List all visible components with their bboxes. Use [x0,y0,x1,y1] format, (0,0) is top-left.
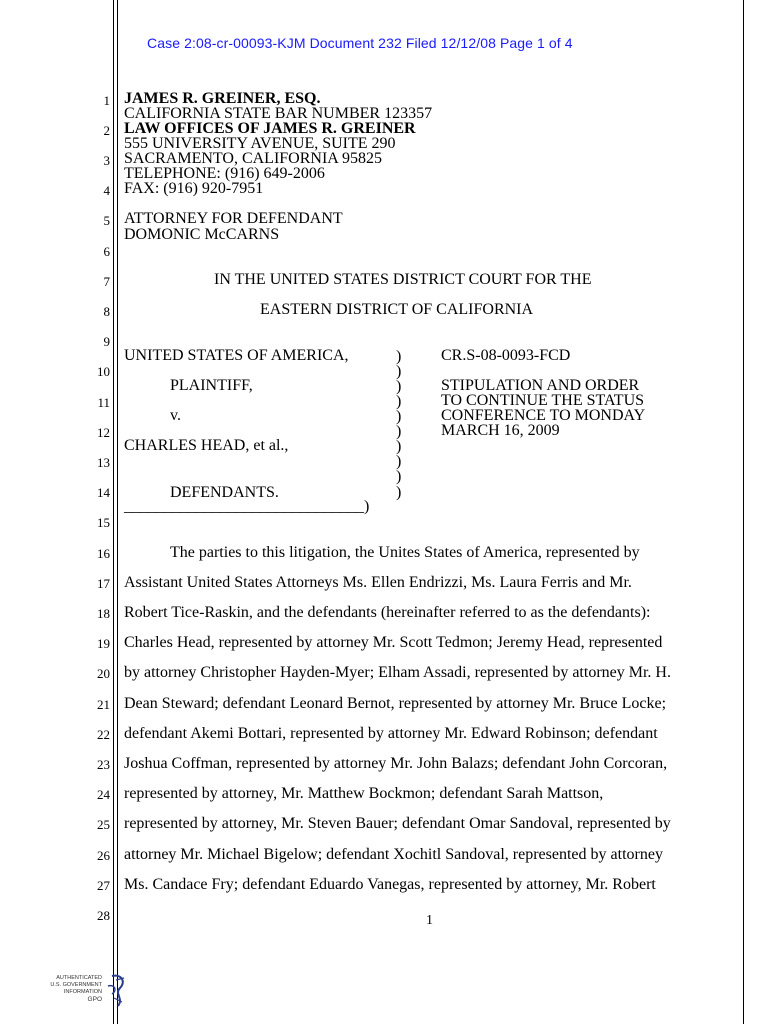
body-line: represented by attorney, Mr. Steven Bauer; defendant Omar Sandoval, represented by [124,815,671,832]
line-number: 28 [97,908,110,923]
page-number: 1 [426,913,433,928]
line-number: 27 [97,878,110,893]
body-line: attorney Mr. Michael Bigelow; defendant Xochitl Sandoval, represented by attorney [124,846,663,863]
plaintiff-label: PLAINTIFF, [170,377,253,394]
line-number: 10 [97,364,110,379]
line-number: 8 [103,304,110,319]
line-number: 3 [103,153,110,168]
caption-paren: ) [396,378,402,395]
attorney-name: JAMES R. GREINER, ESQ. [124,90,321,107]
document-title-line-4: MARCH 16, 2009 [441,422,560,439]
body-line: Charles Head, represented by attorney Mr. Scott Tedmon; Jeremy Head, represented [124,634,663,651]
line-number: 26 [97,848,110,863]
caption-paren: ) [396,363,402,380]
body-line: Dean Steward; defendant Leonard Bernot, represented by attorney Mr. Bruce Locke; [124,695,667,712]
body-line: defendant Akemi Bottari, represented by attorney Mr. Edward Robinson; defendant [124,725,658,742]
line-number: 24 [97,787,110,802]
body-line: Robert Tice-Raskin, and the defendants (hereinafter referred to as the defendants): [124,604,651,621]
seal-text-line-4: GPO [87,996,102,1003]
defendant-name: CHARLES HEAD, et al., [124,437,289,454]
caption-paren: ) [396,453,402,470]
line-number: 17 [97,576,110,591]
line-number: 16 [97,546,110,561]
seal-text-line-2: U.S. GOVERNMENT [50,982,102,988]
caption-paren: ) [396,484,402,501]
document-title-line-1: STIPULATION AND ORDER [441,377,640,394]
case-number: CR.S-08-0093-FCD [441,347,571,364]
body-line: represented by attorney, Mr. Matthew Bockmon; defendant Sarah Mattson, [124,785,604,802]
line-number: 20 [97,666,110,681]
caption-underline: ______________________________) [124,498,370,515]
line-number: 18 [97,606,110,621]
case-header: Case 2:08-cr-00093-KJM Document 232 Filed 12/12/08 Page 1 of 4 [147,35,573,51]
line-number: 11 [97,395,110,410]
eagle-emblem-icon [102,972,132,1012]
document-title-line-3: CONFERENCE TO MONDAY [441,407,646,424]
line-number: 9 [103,334,110,349]
court-heading-line-1: IN THE UNITED STATES DISTRICT COURT FOR THE [214,271,592,288]
law-firm-name: LAW OFFICES OF JAMES R. GREINER [124,120,416,137]
body-line: The parties to this litigation, the Unites States of America, represented by [170,544,640,561]
body-line: by attorney Christopher Hayden-Myer; Elham Assadi, represented by attorney Mr. H. [124,664,671,681]
line-number: 25 [97,817,110,832]
line-number: 14 [97,485,110,500]
left-margin-rule-1 [113,0,114,1024]
line-number: 4 [103,183,110,198]
attorney-bar-number: CALIFORNIA STATE BAR NUMBER 123357 [124,105,433,122]
caption-paren: ) [396,438,402,455]
line-number: 1 [103,93,110,108]
line-number: 22 [97,727,110,742]
line-number: 6 [103,244,110,259]
caption-paren: ) [396,423,402,440]
line-number: 12 [97,425,110,440]
defendant-label: DEFENDANTS. [170,484,279,501]
body-line: Ms. Candace Fry; defendant Eduardo Vanegas, represented by attorney, Mr. Robert [124,876,656,893]
caption-paren: ) [396,348,402,365]
attorney-address-line-1: 555 UNIVERSITY AVENUE, SUITE 290 [124,135,396,152]
attorney-role-line-1: ATTORNEY FOR DEFENDANT [124,210,343,227]
attorney-telephone: TELEPHONE: (916) 649-2006 [124,165,325,182]
body-line: Joshua Coffman, represented by attorney Mr. John Balazs; defendant John Corcoran, [124,755,668,772]
attorney-fax: FAX: (916) 920-7951 [124,180,264,197]
line-number: 13 [97,455,110,470]
line-number: 5 [103,213,110,228]
caption-paren: ) [396,468,402,485]
left-margin-rule-2 [117,0,118,1024]
gpo-authentication-seal [44,972,134,1016]
plaintiff-name: UNITED STATES OF AMERICA, [124,347,349,364]
attorney-address-line-2: SACRAMENTO, CALIFORNIA 95825 [124,150,382,167]
line-number: 19 [97,636,110,651]
document-title-line-2: TO CONTINUE THE STATUS [441,392,645,409]
line-number: 23 [97,757,110,772]
right-margin-rule [743,0,744,1024]
caption-paren: ) [396,408,402,425]
body-line: Assistant United States Attorneys Ms. Ellen Endrizzi, Ms. Laura Ferris and Mr. [124,574,632,591]
court-heading-line-2: EASTERN DISTRICT OF CALIFORNIA [260,301,534,318]
attorney-role-line-2: DOMONIC McCARNS [124,226,280,243]
versus-label: v. [170,407,181,424]
line-number: 21 [97,697,110,712]
caption-paren: ) [396,393,402,410]
line-number: 7 [103,274,110,289]
seal-text-line-1: AUTHENTICATED [56,975,102,981]
line-number: 2 [103,123,110,138]
seal-text-line-3: INFORMATION [63,989,102,995]
line-number: 15 [97,515,110,530]
